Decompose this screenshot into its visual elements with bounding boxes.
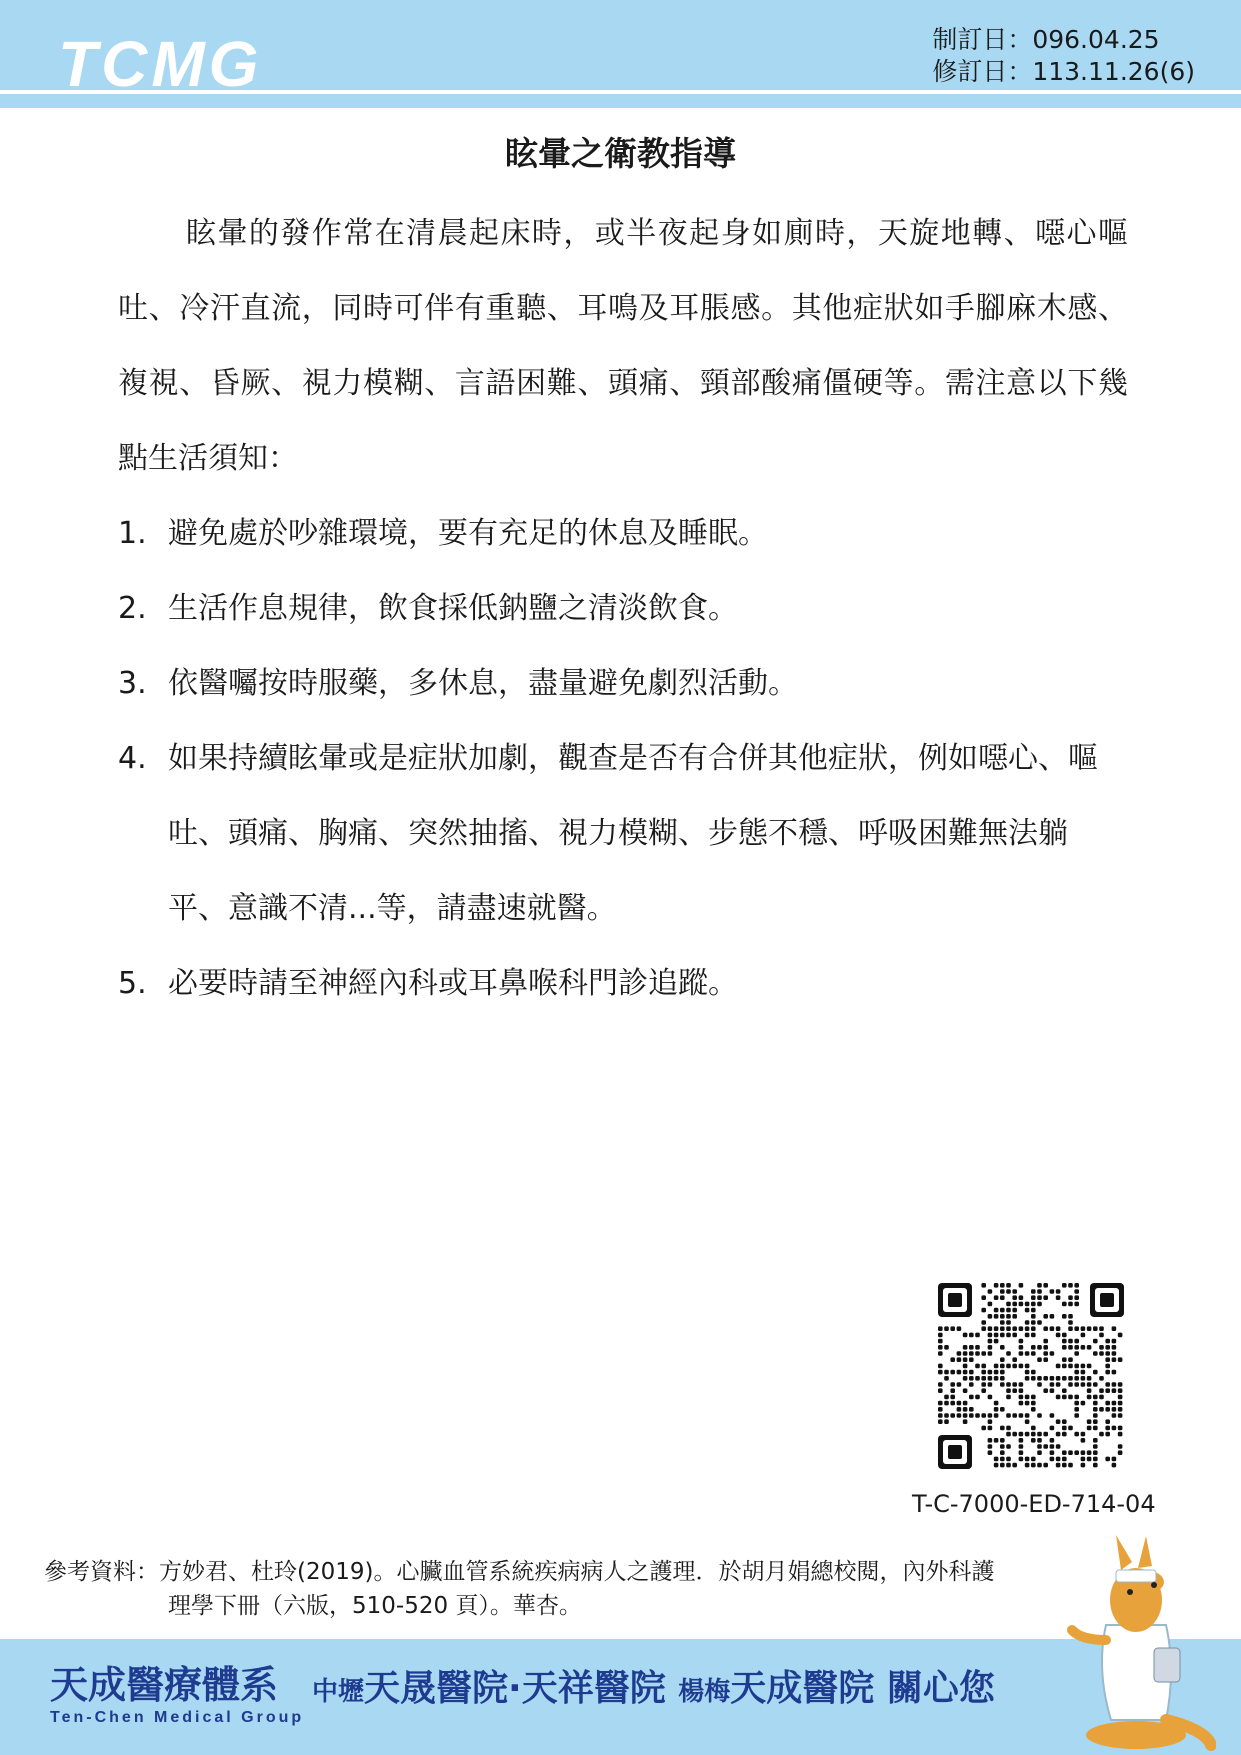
item-text: 必要時請至神經內科或耳鼻喉科門診追蹤。 <box>168 966 738 1001</box>
list-item <box>118 496 1118 571</box>
item-text: 避免處於吵雜環境，要有充足的休息及睡眠。 <box>168 516 768 551</box>
hospital-list <box>312 1666 995 1715</box>
slogan: 關心您 <box>886 1668 995 1709</box>
location-label: 中壢 <box>312 1677 365 1707</box>
reference-line: 理學下冊（六版，510-520 頁）。華杏。 <box>168 1593 582 1619</box>
established-date: 制訂日：096.04.25 <box>932 25 1160 54</box>
kangaroo-mascot-icon <box>1066 1530 1216 1755</box>
revised-date: 修訂日：113.11.26(6) <box>932 57 1195 86</box>
qr-code <box>938 1283 1124 1469</box>
item-number: 4. <box>118 741 147 776</box>
item-text: 依醫囑按時服藥，多休息，盡量避免劇烈活動。 <box>168 666 798 701</box>
item-number: 1. <box>118 516 147 551</box>
hospital-name: 天晟醫院·天祥醫院 <box>364 1668 666 1709</box>
item-number: 5. <box>118 966 147 1001</box>
instruction-list <box>118 496 1118 1021</box>
page-title: 眩暈之衛教指導 <box>505 134 736 173</box>
reference-line: 參考資料：方妙君、杜玲(2019)。心臟血管系統疾病病人之護理．於胡月娟總校閱，內外科護 <box>44 1559 995 1585</box>
brand-name: 天成醫療體系 <box>50 1663 279 1707</box>
hospital-name: 天成醫院 <box>730 1668 875 1709</box>
location-label: 楊梅 <box>678 1677 731 1707</box>
brand-name-en: Ten-Chen Medical Group <box>50 1709 305 1726</box>
tcmg-logo: TCMG <box>58 28 263 100</box>
list-item <box>118 571 1118 646</box>
list-item <box>118 946 1118 1021</box>
item-text: 生活作息規律，飲食採低鈉鹽之清淡飲食。 <box>168 591 738 626</box>
footer-divider <box>0 1636 1241 1639</box>
item-number: 3. <box>118 666 147 701</box>
list-item <box>118 646 1118 721</box>
item-text: 如果持續眩暈或是症狀加劇，觀查是否有合併其他症狀，例如噁心、嘔吐、頭痛、胸痛、突然抽搐、視力模糊、步態不穩、呼吸困難無法躺平、意識不清...等，請盡速就醫。 <box>168 741 1098 926</box>
document-code: T-C-7000-ED-714-04 <box>912 1490 1156 1518</box>
intro-paragraph: 眩暈的發作常在清晨起床時，或半夜起身如廁時，天旋地轉、噁心嘔吐、冷汗直流，同時可伴有重聽、耳鳴及耳脹感。其他症狀如手腳麻木感、複視、昏厥、視力模糊、言語困難、頭痛、頸部酸痛僵硬等。需注意以下幾點生活須知： <box>118 216 1128 476</box>
item-number: 2. <box>118 591 147 626</box>
document-dates <box>932 24 1195 88</box>
list-item <box>118 721 1118 946</box>
reference-note <box>44 1555 1074 1623</box>
